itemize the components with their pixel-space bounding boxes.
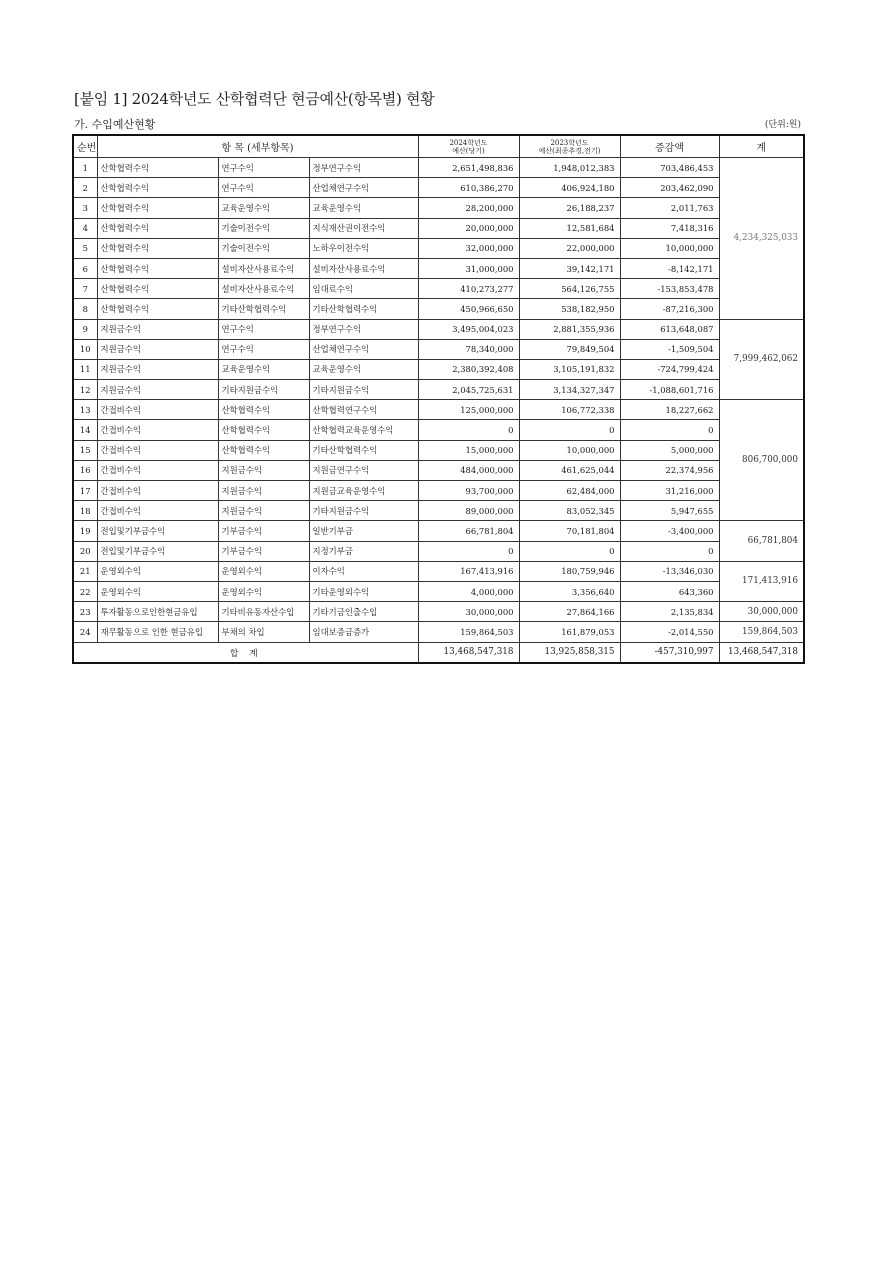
row-budget-2024: 20,000,000 — [418, 218, 519, 238]
header-budget-2023-line1: 2023학년도 — [550, 138, 589, 147]
row-subcategory: 지원금수익 — [218, 460, 309, 480]
row-seq: 1 — [73, 158, 97, 178]
row-change: -3,400,000 — [620, 521, 719, 541]
row-detail-item: 지식재산권이전수익 — [309, 218, 418, 238]
row-change: 0 — [620, 420, 719, 440]
table-row — [73, 460, 804, 480]
row-change: 643,360 — [620, 581, 719, 601]
row-budget-2023: 70,181,804 — [519, 521, 620, 541]
row-detail-item: 기타기금인출수입 — [309, 602, 418, 622]
row-category: 운영외수익 — [97, 561, 218, 581]
document-title: [붙임 1] 2024학년도 산학협력단 현금예산(항목별) 현황 — [74, 90, 435, 108]
table-row — [73, 158, 804, 178]
row-category: 산학협력수익 — [97, 279, 218, 299]
row-change: 5,947,655 — [620, 501, 719, 521]
row-budget-2024: 32,000,000 — [418, 238, 519, 258]
row-budget-2023: 106,772,338 — [519, 400, 620, 420]
row-subcategory: 산학협력수익 — [218, 440, 309, 460]
group-total: 806,700,000 — [719, 400, 804, 521]
row-budget-2023: 180,759,946 — [519, 561, 620, 581]
row-budget-2024: 610,386,270 — [418, 178, 519, 198]
row-budget-2024: 2,380,392,408 — [418, 359, 519, 379]
group-total: 171,413,916 — [719, 561, 804, 601]
row-budget-2023: 3,134,327,347 — [519, 380, 620, 400]
row-seq: 23 — [73, 602, 97, 622]
grand-total-sum: 13,468,547,318 — [719, 642, 804, 663]
header-budget-2023-line2: 예산(최종추경,전기) — [538, 146, 601, 155]
row-category: 산학협력수익 — [97, 238, 218, 258]
row-budget-2024: 15,000,000 — [418, 440, 519, 460]
header-seq: 순번 — [73, 135, 97, 158]
table-row — [73, 279, 804, 299]
row-change: -87,216,300 — [620, 299, 719, 319]
row-seq: 12 — [73, 380, 97, 400]
row-budget-2024: 159,864,503 — [418, 622, 519, 642]
row-change: 2,011,763 — [620, 198, 719, 218]
row-category: 재무활동으로 인한 현금유입 — [97, 622, 218, 642]
row-seq: 5 — [73, 238, 97, 258]
grand-total-change: -457,310,997 — [620, 642, 719, 663]
row-seq: 16 — [73, 460, 97, 480]
row-budget-2024: 66,781,804 — [418, 521, 519, 541]
header-budget-2024-line1: 2024학년도 — [449, 138, 488, 147]
row-subcategory: 교육운영수익 — [218, 359, 309, 379]
row-change: 22,374,956 — [620, 460, 719, 480]
table-row — [73, 481, 804, 501]
row-detail-item: 산업체연구수익 — [309, 178, 418, 198]
row-detail-item: 산학협력연구수익 — [309, 400, 418, 420]
row-change: 613,648,087 — [620, 319, 719, 339]
row-budget-2024: 167,413,916 — [418, 561, 519, 581]
table-row — [73, 258, 804, 278]
row-subcategory: 연구수익 — [218, 178, 309, 198]
row-budget-2024: 28,200,000 — [418, 198, 519, 218]
table-header-row — [73, 135, 804, 158]
row-subcategory: 부채의 차입 — [218, 622, 309, 642]
row-seq: 6 — [73, 258, 97, 278]
row-subcategory: 기부금수익 — [218, 521, 309, 541]
row-budget-2023: 2,881,355,936 — [519, 319, 620, 339]
row-detail-item: 기타지원금수익 — [309, 501, 418, 521]
row-change: 18,227,662 — [620, 400, 719, 420]
row-subcategory: 설비자산사용료수익 — [218, 279, 309, 299]
row-change: -2,014,550 — [620, 622, 719, 642]
row-seq: 18 — [73, 501, 97, 521]
row-detail-item: 지정기부금 — [309, 541, 418, 561]
row-seq: 11 — [73, 359, 97, 379]
row-budget-2024: 0 — [418, 420, 519, 440]
table-row — [73, 178, 804, 198]
table-row — [73, 319, 804, 339]
row-subcategory: 기술이전수익 — [218, 238, 309, 258]
table-row — [73, 299, 804, 319]
row-detail-item: 이자수익 — [309, 561, 418, 581]
row-detail-item: 기타운영외수익 — [309, 581, 418, 601]
table-row — [73, 622, 804, 642]
row-budget-2023: 10,000,000 — [519, 440, 620, 460]
row-category: 지원금수익 — [97, 319, 218, 339]
row-change: -8,142,171 — [620, 258, 719, 278]
row-detail-item: 산업체연구수익 — [309, 339, 418, 359]
row-subcategory: 기부금수익 — [218, 541, 309, 561]
row-category: 운영외수익 — [97, 581, 218, 601]
row-category: 간접비수익 — [97, 440, 218, 460]
row-change: -13,346,030 — [620, 561, 719, 581]
row-category: 간접비수익 — [97, 460, 218, 480]
row-budget-2023: 62,484,000 — [519, 481, 620, 501]
grand-total-label: 합 계 — [73, 642, 418, 663]
row-subcategory: 기타지원금수익 — [218, 380, 309, 400]
row-category: 산학협력수익 — [97, 178, 218, 198]
row-detail-item: 기타산학협력수익 — [309, 299, 418, 319]
row-budget-2023: 79,849,504 — [519, 339, 620, 359]
row-budget-2024: 3,495,004,023 — [418, 319, 519, 339]
row-budget-2024: 2,651,498,836 — [418, 158, 519, 178]
row-category: 투자활동으로인한현금유입 — [97, 602, 218, 622]
row-subcategory: 교육운영수익 — [218, 198, 309, 218]
row-detail-item: 기타지원금수익 — [309, 380, 418, 400]
table-row — [73, 238, 804, 258]
row-seq: 14 — [73, 420, 97, 440]
row-budget-2023: 0 — [519, 541, 620, 561]
revenue-budget-table — [72, 134, 805, 664]
header-budget-2024-line2: 예산(당기) — [452, 146, 485, 155]
row-subcategory: 산학협력수익 — [218, 400, 309, 420]
group-total: 7,999,462,062 — [719, 319, 804, 400]
row-budget-2024: 89,000,000 — [418, 501, 519, 521]
table-row — [73, 440, 804, 460]
row-budget-2023: 0 — [519, 420, 620, 440]
row-seq: 15 — [73, 440, 97, 460]
row-detail-item: 임대료수익 — [309, 279, 418, 299]
table-row — [73, 198, 804, 218]
row-detail-item: 지원금연구수익 — [309, 460, 418, 480]
row-seq: 24 — [73, 622, 97, 642]
row-detail-item: 설비자산사용료수익 — [309, 258, 418, 278]
row-subcategory: 지원금수익 — [218, 501, 309, 521]
table-row — [73, 400, 804, 420]
group-total: 66,781,804 — [719, 521, 804, 561]
row-change: 703,486,453 — [620, 158, 719, 178]
row-category: 산학협력수익 — [97, 299, 218, 319]
row-seq: 22 — [73, 581, 97, 601]
group-total: 4,234,325,033 — [719, 158, 804, 320]
row-seq: 7 — [73, 279, 97, 299]
row-category: 지원금수익 — [97, 359, 218, 379]
row-subcategory: 운영외수익 — [218, 581, 309, 601]
row-seq: 2 — [73, 178, 97, 198]
header-budget-2024 — [418, 135, 519, 158]
row-category: 지원금수익 — [97, 380, 218, 400]
table-row — [73, 602, 804, 622]
row-change: 2,135,834 — [620, 602, 719, 622]
row-change: -724,799,424 — [620, 359, 719, 379]
row-seq: 20 — [73, 541, 97, 561]
row-seq: 3 — [73, 198, 97, 218]
row-budget-2023: 39,142,171 — [519, 258, 620, 278]
table-body — [73, 158, 804, 663]
row-budget-2024: 93,700,000 — [418, 481, 519, 501]
row-seq: 13 — [73, 400, 97, 420]
table-row — [73, 339, 804, 359]
header-change: 증감액 — [620, 135, 719, 158]
table-row — [73, 581, 804, 601]
row-change: -153,853,478 — [620, 279, 719, 299]
header-item: 항 목 (세부항목) — [97, 135, 418, 158]
table-row — [73, 380, 804, 400]
row-budget-2023: 3,105,191,832 — [519, 359, 620, 379]
row-detail-item: 지원금교육운영수익 — [309, 481, 418, 501]
row-subcategory: 연구수익 — [218, 158, 309, 178]
row-seq: 9 — [73, 319, 97, 339]
row-budget-2023: 161,879,053 — [519, 622, 620, 642]
row-subcategory: 기술이전수익 — [218, 218, 309, 238]
table-row — [73, 521, 804, 541]
table-row — [73, 359, 804, 379]
row-seq: 8 — [73, 299, 97, 319]
row-budget-2024: 4,000,000 — [418, 581, 519, 601]
table-row — [73, 218, 804, 238]
row-subcategory: 지원금수익 — [218, 481, 309, 501]
row-budget-2024: 30,000,000 — [418, 602, 519, 622]
row-budget-2023: 406,924,180 — [519, 178, 620, 198]
table-row — [73, 501, 804, 521]
table-row — [73, 541, 804, 561]
row-budget-2023: 22,000,000 — [519, 238, 620, 258]
row-budget-2024: 450,966,650 — [418, 299, 519, 319]
row-budget-2023: 26,188,237 — [519, 198, 620, 218]
row-change: 203,462,090 — [620, 178, 719, 198]
row-seq: 21 — [73, 561, 97, 581]
row-subcategory: 운영외수익 — [218, 561, 309, 581]
row-category: 지원금수익 — [97, 339, 218, 359]
table-row — [73, 561, 804, 581]
row-budget-2023: 1,948,012,383 — [519, 158, 620, 178]
row-category: 산학협력수익 — [97, 198, 218, 218]
table-row — [73, 420, 804, 440]
row-detail-item: 산학협력교육운영수익 — [309, 420, 418, 440]
row-budget-2023: 564,126,755 — [519, 279, 620, 299]
row-subcategory: 연구수익 — [218, 339, 309, 359]
row-category: 간접비수익 — [97, 400, 218, 420]
row-category: 전입및기부금수익 — [97, 521, 218, 541]
row-budget-2023: 12,581,684 — [519, 218, 620, 238]
row-change: 0 — [620, 541, 719, 561]
row-category: 산학협력수익 — [97, 218, 218, 238]
row-budget-2024: 125,000,000 — [418, 400, 519, 420]
row-seq: 17 — [73, 481, 97, 501]
row-budget-2024: 484,000,000 — [418, 460, 519, 480]
row-category: 산학협력수익 — [97, 158, 218, 178]
row-budget-2024: 410,273,277 — [418, 279, 519, 299]
row-budget-2023: 27,864,166 — [519, 602, 620, 622]
row-change: 10,000,000 — [620, 238, 719, 258]
unit-label: (단위:원) — [764, 120, 801, 130]
row-change: 5,000,000 — [620, 440, 719, 460]
row-seq: 19 — [73, 521, 97, 541]
row-detail-item: 교육운영수익 — [309, 198, 418, 218]
row-detail-item: 임대보증금증가 — [309, 622, 418, 642]
row-detail-item: 기타산학협력수익 — [309, 440, 418, 460]
row-budget-2023: 538,182,950 — [519, 299, 620, 319]
row-detail-item: 노하우이전수익 — [309, 238, 418, 258]
row-detail-item: 일반기부금 — [309, 521, 418, 541]
row-change: 31,216,000 — [620, 481, 719, 501]
row-change: -1,509,504 — [620, 339, 719, 359]
grand-total-budget-2024: 13,468,547,318 — [418, 642, 519, 663]
row-budget-2024: 78,340,000 — [418, 339, 519, 359]
row-detail-item: 교육운영수익 — [309, 359, 418, 379]
row-change: 7,418,316 — [620, 218, 719, 238]
row-category: 산학협력수익 — [97, 258, 218, 278]
row-subcategory: 기타산학협력수익 — [218, 299, 309, 319]
section-subtitle: 가. 수입예산현황 — [74, 118, 156, 131]
row-category: 간접비수익 — [97, 481, 218, 501]
row-subcategory: 산학협력수익 — [218, 420, 309, 440]
header-total: 계 — [719, 135, 804, 158]
row-detail-item: 정부연구수익 — [309, 158, 418, 178]
row-budget-2023: 461,625,044 — [519, 460, 620, 480]
row-budget-2024: 31,000,000 — [418, 258, 519, 278]
row-detail-item: 정부연구수익 — [309, 319, 418, 339]
row-category: 간접비수익 — [97, 420, 218, 440]
row-budget-2023: 3,356,640 — [519, 581, 620, 601]
row-change: -1,088,601,716 — [620, 380, 719, 400]
grand-total-row — [73, 642, 804, 663]
row-subcategory: 설비자산사용료수익 — [218, 258, 309, 278]
row-budget-2024: 2,045,725,631 — [418, 380, 519, 400]
row-category: 간접비수익 — [97, 501, 218, 521]
row-subcategory: 연구수익 — [218, 319, 309, 339]
row-seq: 10 — [73, 339, 97, 359]
row-budget-2023: 83,052,345 — [519, 501, 620, 521]
group-total: 159,864,503 — [719, 622, 804, 642]
header-budget-2023 — [519, 135, 620, 158]
row-subcategory: 기타비유동자산수입 — [218, 602, 309, 622]
grand-total-budget-2023: 13,925,858,315 — [519, 642, 620, 663]
group-total: 30,000,000 — [719, 602, 804, 622]
row-category: 전입및기부금수익 — [97, 541, 218, 561]
row-budget-2024: 0 — [418, 541, 519, 561]
row-seq: 4 — [73, 218, 97, 238]
